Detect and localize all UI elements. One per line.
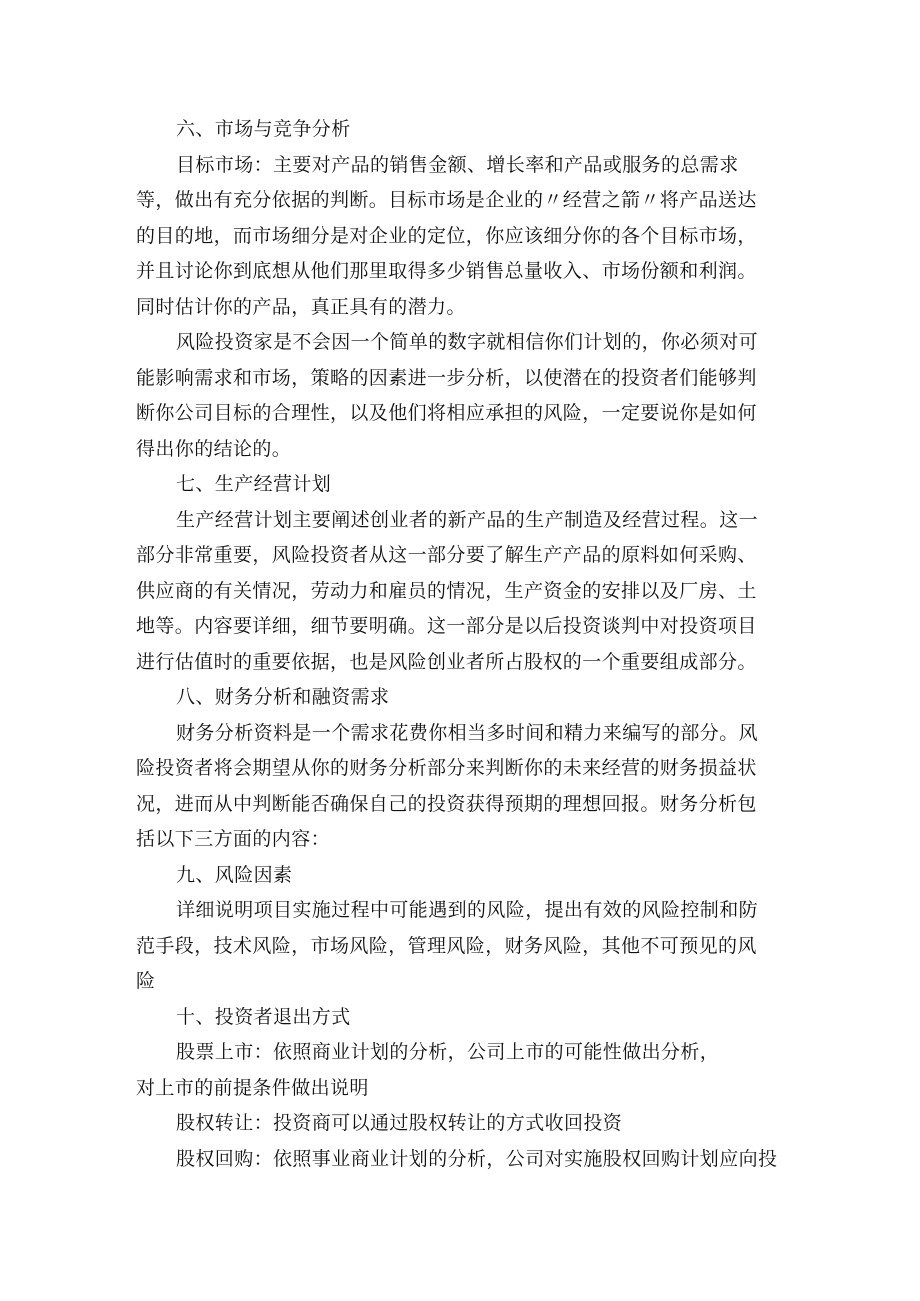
document-body [136,112,796,1177]
paragraph-line: 股权转让：投资商可以通过股权转让的方式收回投资 [176,1112,623,1134]
paragraph-line: 目标市场：主要对产品的销售金额、增长率和产品或服务的总需求 [176,153,739,176]
paragraph-line: 险投资者将会期望从你的财务分析部分来判断你的未来经营的财务损益状 [136,757,757,779]
paragraph-line: 括以下三方面的内容： [136,828,331,850]
paragraph-line: 风险投资家是不会因一个简单的数字就相信你们计划的，你必须对可 [176,331,759,353]
paragraph-line: 生产经营计划主要阐述创业者的新产品的生产制造及经营过程。这一 [176,508,759,531]
paragraph-line: 险 [136,970,156,992]
paragraph-line: 得出你的结论的。 [136,437,292,460]
heading-market-competition: 六、市场与竞争分析 [176,118,351,140]
paragraph-line: 范手段，技术风险，市场风险，管理风险，财务风险，其他不可预见的风 [136,934,757,957]
paragraph-line: 财务分析资料是一个需求花费你相当多时间和精力来编写的部分。风 [176,721,759,744]
paragraph-line: 详细说明项目实施过程中可能遇到的风险，提出有效的风险控制和防 [176,899,759,921]
paragraph-line: 能影响需求和市场，策略的因素进一步分析，以使潜在的投资者们能够判 [136,366,757,389]
heading-investor-exit: 十、投资者退出方式 [176,1005,351,1028]
paragraph-line: 股票上市：依照商业计划的分析，公司上市的可能性做出分析， [176,1041,720,1063]
paragraph-line: 股权回购：依照事业商业计划的分析，公司对实施股权回购计划应向投 [176,1147,778,1170]
paragraph-line: 对上市的前提条件做出说明 [136,1076,369,1099]
paragraph-line: 同时估计你的产品，真正具有的潜力。 [136,295,466,318]
paragraph-line: 并且讨论你到底想从他们那里取得多少销售总量收入、市场份额和利润。 [136,260,757,282]
paragraph-line: 部分非常重要，风险投资者从这一部分要了解生产产品的原料如何采购、 [136,544,757,566]
paragraph-line: 的目的地，而市场细分是对企业的定位，你应该细分你的各个目标市场， [136,224,757,247]
paragraph-line: 地等。内容要详细，细节要明确。这一部分是以后投资谈判中对投资项目 [136,615,757,637]
paragraph-line: 况，进而从中判断能否确保自己的投资获得预期的理想回报。财务分析包 [136,792,757,815]
paragraph-line: 进行估值时的重要依据，也是风险创业者所占股权的一个重要组成部分。 [136,650,757,673]
heading-risk-factors: 九、风险因素 [176,863,293,886]
paragraph-line: 断你公司目标的合理性，以及他们将相应承担的风险，一定要说你是如何 [136,402,757,424]
heading-financial-analysis: 八、财务分析和融资需求 [176,686,390,708]
paragraph-line: 等，做出有充分依据的判断。目标市场是企业的〃经营之箭〃将产品送达 [136,189,757,211]
paragraph-line: 供应商的有关情况，劳动力和雇员的情况，生产资金的安排以及厂房、土 [136,579,757,602]
heading-production-plan: 七、生产经营计划 [176,473,332,495]
